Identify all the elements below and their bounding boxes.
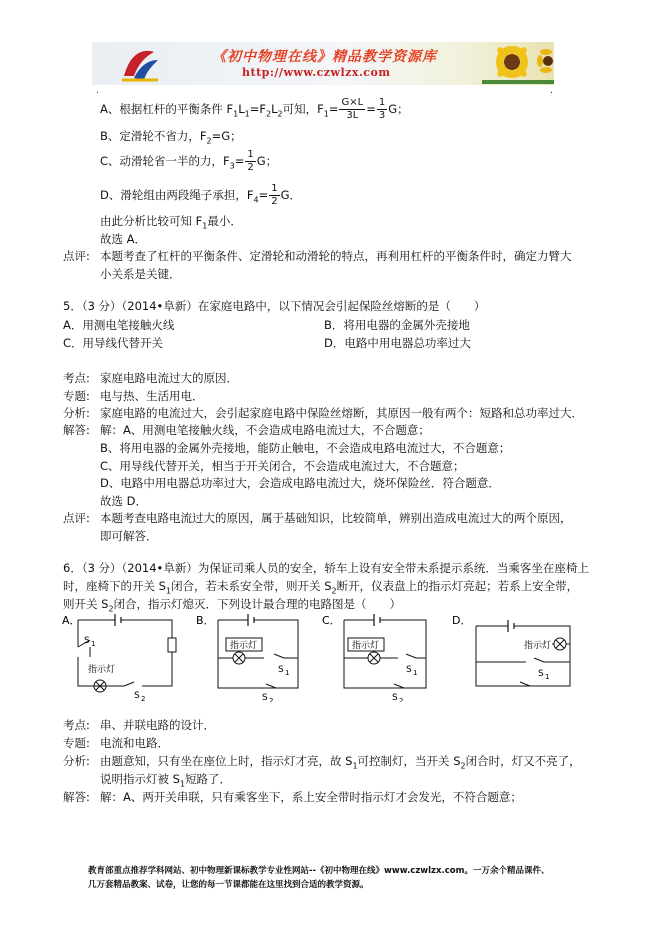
svg-text:指示灯: 指示灯 (230, 641, 258, 651)
q5-zhuanti-label: 专题: (63, 389, 90, 403)
corner-mark: . (96, 86, 99, 96)
svg-text:1: 1 (413, 669, 418, 677)
q5-jieda-4: D、电路中用电器总功率过大，会造成电路电流过大，烧坏保险丝．符合题意． (100, 476, 500, 490)
q5-option-a: A．用测电笔接触火线 (63, 318, 175, 332)
q5-jieda-1: 解：A、用测电笔接触火线，不会造成电路电流过大，不合题意； (100, 423, 430, 437)
sunflower-image (482, 42, 554, 85)
q4-option-c: C、动滑轮省一半的力，$F_3=$ $\frac{1}{2}$ G； (100, 149, 278, 173)
q5-dianping-label: 点评: (63, 511, 90, 525)
svg-text:S: S (134, 691, 140, 701)
q5-kaodian-label: 考点: (63, 371, 90, 385)
q6-zhuanti-label: 专题: (63, 736, 90, 750)
q5-dianping-2: 即可解答． (100, 529, 158, 543)
svg-text:2: 2 (141, 695, 146, 702)
q5-zhuanti: 电与热、生活用电． (100, 389, 204, 403)
svg-text:S: S (538, 669, 544, 679)
svg-text:1: 1 (285, 669, 290, 677)
q4-review-label: 点评: (63, 249, 90, 263)
svg-text:2: 2 (269, 697, 274, 702)
q6-jieda-1: 解：A、两开关串联，只有乘客坐下，系上安全带时指示灯才会发光，不符合题意； (100, 790, 522, 804)
svg-text:S: S (84, 636, 90, 646)
banner-title: 《初中物理在线》精品教学资源库 (212, 49, 437, 65)
circuit-diagram-a (60, 612, 185, 702)
banner-url[interactable]: http://www.czwlzx.com (242, 66, 391, 79)
circuit-diagram-d (452, 612, 582, 698)
q6-stem-1: 6．（3 分）（2014•阜新）为保证司乘人员的安全，轿车上设有安全带未系提示系统．当乘客坐在座椅上 (63, 561, 589, 575)
fraction: $\frac{G\times L}{3L}$ (341, 97, 364, 121)
svg-text:指示灯: 指示灯 (88, 665, 116, 675)
svg-text:指示灯: 指示灯 (352, 641, 380, 651)
footer-line-2: 几万套精品教案、试卷，让您的每一节课都能在这里找到合适的教学资源。 (88, 880, 369, 890)
q6-kaodian: 串、并联电路的设计． (100, 718, 215, 732)
q5-option-b: B．将用电器的金属外壳接地 (324, 318, 470, 332)
svg-text:指示灯: 指示灯 (524, 641, 552, 651)
q6-fenxi-2: 说明指示灯被 $S_1$短路了． (100, 772, 232, 789)
q5-fenxi-label: 分析: (63, 406, 90, 420)
q4-review-line1: 本题考查了杠杆的平衡条件、定滑轮和动滑轮的特点，再利用杠杆的平衡条件时，确定力臂大 (100, 249, 572, 263)
circuit-diagram-b (196, 612, 316, 702)
q6-kaodian-label: 考点: (63, 718, 90, 732)
q4-option-a: A、根据杠杆的平衡条件 $F_1L_1=F_2L_2$可知，$F_1=$ $\frac{G\times L}{3L}$ = $\frac{1}{3}$ G； (100, 97, 409, 121)
q4-option-d: D、滑轮组由两段绳子承担，$F_4=$ $\frac{1}{2}$ G． (100, 183, 301, 207)
svg-text:S: S (406, 665, 412, 675)
q5-kaodian: 家庭电路电流过大的原因． (100, 371, 238, 385)
q4-option-b: B、定滑轮不省力，$F_2=G$； (100, 129, 242, 146)
circuit-diagram-c (322, 612, 442, 702)
svg-text:D．: D． (452, 614, 472, 627)
fraction: $\frac{1}{3}$ (378, 97, 386, 121)
header-banner (92, 42, 554, 85)
q6-stem-2: 时，座椅下的开关 $S_1$闭合，若未系安全带，则开关 $S_2$断开，仪表盘上的指示灯亮起；若系上安全带， (63, 579, 579, 596)
svg-text:1: 1 (91, 640, 96, 648)
q6-fenxi-label: 分析: (63, 754, 90, 768)
svg-text:C．: C． (322, 614, 341, 627)
q5-stem: 5．（3 分）（2014•阜新）在家庭电路中，以下情况会引起保险丝熔断的是（ ） (63, 299, 486, 313)
q4-review-line2: 小关系是关键． (100, 267, 181, 281)
q5-jieda-2: B、将用电器的金属外壳接地，能防止触电，不会造成电路电流过大，不合题意； (100, 441, 511, 455)
q4-choose: 故选 A． (100, 232, 147, 246)
svg-text:2: 2 (399, 697, 404, 702)
corner-mark: . (550, 86, 553, 96)
svg-text:S: S (278, 665, 284, 675)
svg-text:S: S (262, 693, 268, 702)
logo-icon (120, 46, 160, 82)
q5-dianping-1: 本题考查电路电流过大的原因，属于基础知识，比较简单，辨别出造成电流过大的两个原因， (100, 511, 572, 525)
q6-jieda-label: 解答: (63, 790, 90, 804)
svg-text:B．: B． (196, 614, 215, 627)
q6-fenxi-1: 由题意知，只有坐在座位上时，指示灯才亮，故 $S_1$可控制灯，当开关 $S_2$闭合时，灯又不亮了， (100, 754, 581, 771)
svg-text:1: 1 (545, 673, 550, 681)
q6-zhuanti: 电流和电路． (100, 736, 169, 750)
q4-conclusion: 由此分析比较可知 $F_1$最小． (100, 214, 242, 231)
q5-jieda-5: 故选 D． (100, 494, 148, 508)
q5-jieda-3: C、用导线代替开关，相当于开关闭合，不会造成电流过大，不合题意； (100, 459, 465, 473)
svg-text:A．: A． (62, 614, 81, 627)
q5-fenxi: 家庭电路的电流过大，会引起家庭电路中保险丝熔断，其原因一般有两个：短路和总功率过大． (100, 406, 583, 420)
q5-jieda-label: 解答: (63, 423, 90, 437)
q5-option-c: C．用导线代替开关 (63, 336, 164, 350)
q6-stem-3: 则开关 $S_2$闭合，指示灯熄灭．下列设计最合理的电路图是（ ） (63, 597, 402, 614)
q5-option-d: D．电路中用电器总功率过大 (324, 336, 471, 350)
page-footer (88, 864, 549, 892)
footer-line-1: 教育部重点推荐学科网站、初中物理新课标教学专业性网站--《初中物理在线》www.czwlzx.com。一万余个精品课件、 (88, 866, 550, 876)
svg-text:S: S (392, 693, 398, 702)
